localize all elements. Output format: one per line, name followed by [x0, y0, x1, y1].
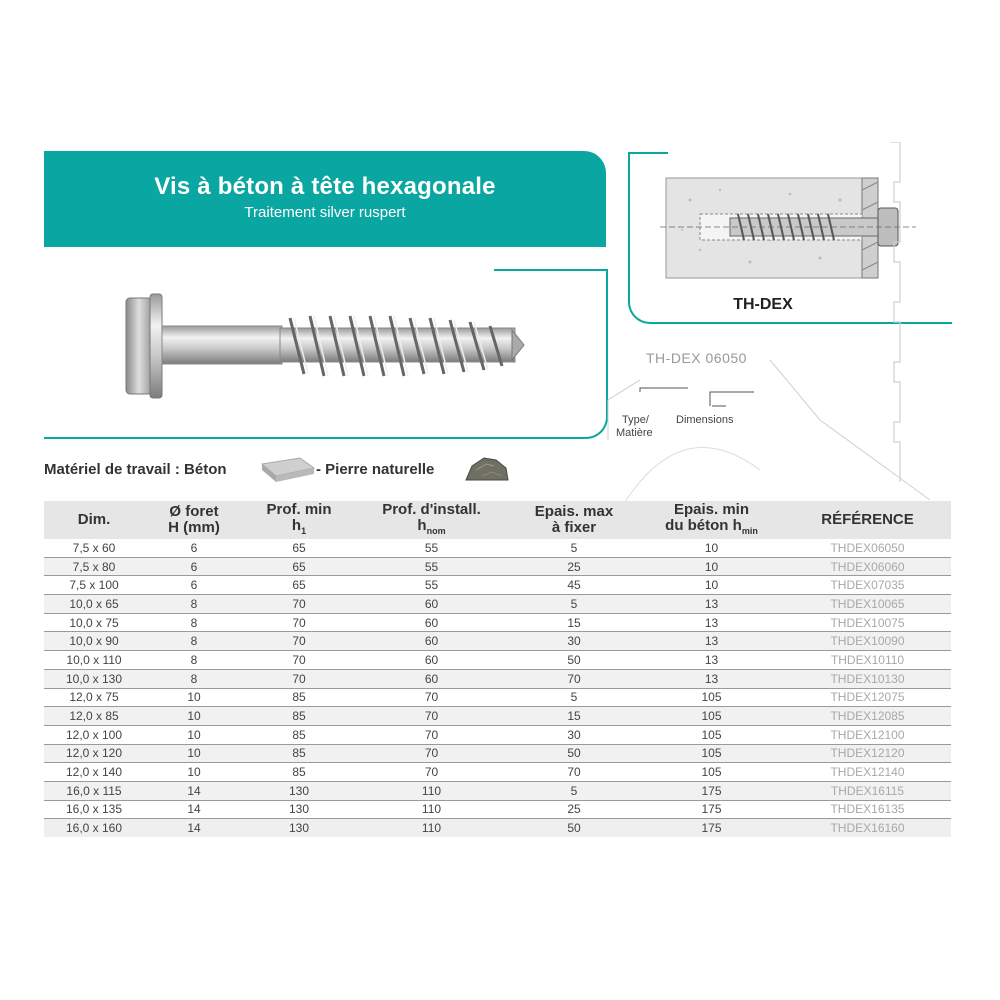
table-row	[44, 651, 951, 670]
cell-prof-install: 55	[354, 576, 509, 595]
cell-epais-max: 30	[509, 632, 639, 651]
cell-ref: THDEX10090	[784, 632, 951, 651]
cell-ref: THDEX10110	[784, 651, 951, 670]
cell-prof-install: 110	[354, 800, 509, 819]
materials-stone-label: - Pierre naturelle	[316, 461, 435, 478]
cell-epais-min: 175	[639, 800, 784, 819]
cell-prof-min: 65	[244, 576, 354, 595]
cell-epais-min: 10	[639, 539, 784, 557]
installation-diagram	[660, 170, 920, 285]
cell-epais-max: 25	[509, 557, 639, 576]
cell-ref: THDEX16115	[784, 781, 951, 800]
cell-foret: 6	[144, 557, 244, 576]
cell-prof-min: 70	[244, 669, 354, 688]
cell-ref: THDEX16135	[784, 800, 951, 819]
cell-foret: 6	[144, 576, 244, 595]
materials-line	[44, 461, 227, 478]
cell-dim: 12,0 x 120	[44, 744, 144, 763]
cell-foret: 8	[144, 613, 244, 632]
cell-foret: 8	[144, 632, 244, 651]
cell-epais-min: 10	[639, 557, 784, 576]
header-foret: Ø foret H (mm)	[144, 501, 244, 539]
cell-epais-min: 13	[639, 613, 784, 632]
cell-ref: THDEX12085	[784, 707, 951, 726]
cell-foret: 10	[144, 707, 244, 726]
type-label-line1: Type/	[622, 414, 649, 426]
table-row	[44, 763, 951, 782]
cell-prof-install: 70	[354, 688, 509, 707]
type-label	[616, 414, 653, 440]
page-title: Vis à béton à tête hexagonale	[154, 173, 496, 200]
cell-prof-min: 70	[244, 613, 354, 632]
diagram-frame-top-line	[628, 152, 668, 154]
cell-prof-install: 60	[354, 651, 509, 670]
specification-table	[44, 501, 951, 837]
table-row	[44, 688, 951, 707]
cell-epais-max: 70	[509, 669, 639, 688]
cell-dim: 7,5 x 100	[44, 576, 144, 595]
dimensions-label: Dimensions	[676, 414, 734, 426]
cell-dim: 12,0 x 75	[44, 688, 144, 707]
cell-ref: THDEX12100	[784, 725, 951, 744]
cell-epais-max: 5	[509, 688, 639, 707]
cell-foret: 14	[144, 781, 244, 800]
cell-ref: THDEX07035	[784, 576, 951, 595]
cell-prof-min: 85	[244, 688, 354, 707]
cell-foret: 10	[144, 688, 244, 707]
cell-epais-max: 50	[509, 819, 639, 837]
cell-foret: 8	[144, 595, 244, 614]
cell-epais-max: 15	[509, 613, 639, 632]
cell-foret: 10	[144, 744, 244, 763]
table-row	[44, 707, 951, 726]
table-row	[44, 595, 951, 614]
cell-dim: 16,0 x 135	[44, 800, 144, 819]
cell-prof-install: 110	[354, 781, 509, 800]
cell-foret: 6	[144, 539, 244, 557]
table-row	[44, 819, 951, 837]
cell-ref: THDEX16160	[784, 819, 951, 837]
header-prof-min: Prof. min $h_1$	[244, 501, 354, 539]
cell-ref: THDEX10075	[784, 613, 951, 632]
cell-dim: 12,0 x 140	[44, 763, 144, 782]
cell-prof-min: 130	[244, 819, 354, 837]
table-row	[44, 781, 951, 800]
cell-epais-min: 105	[639, 688, 784, 707]
cell-prof-min: 70	[244, 595, 354, 614]
cell-dim: 7,5 x 60	[44, 539, 144, 557]
header-prof-install: Prof. d'install. $h_{nom}$	[354, 501, 509, 539]
table-row	[44, 800, 951, 819]
cell-dim: 7,5 x 80	[44, 557, 144, 576]
cell-epais-min: 13	[639, 651, 784, 670]
cell-dim: 12,0 x 85	[44, 707, 144, 726]
cell-dim: 16,0 x 160	[44, 819, 144, 837]
product-frame-top-line	[494, 269, 606, 271]
concrete-block-icon	[258, 454, 316, 484]
cell-epais-min: 13	[639, 595, 784, 614]
diagram-label: TH-DEX	[733, 296, 793, 313]
header-epais-max: Epais. max à fixer	[509, 501, 639, 539]
cell-ref: THDEX12120	[784, 744, 951, 763]
cell-prof-install: 55	[354, 539, 509, 557]
cell-ref: THDEX12140	[784, 763, 951, 782]
header-epais-min: Epais. min du béton $h_{min}$	[639, 501, 784, 539]
cell-epais-min: 10	[639, 576, 784, 595]
cell-dim: 10,0 x 65	[44, 595, 144, 614]
cell-foret: 14	[144, 819, 244, 837]
cell-prof-install: 60	[354, 669, 509, 688]
cell-epais-max: 5	[509, 781, 639, 800]
cell-prof-install: 60	[354, 613, 509, 632]
page-subtitle: Traitement silver ruspert	[244, 204, 406, 221]
cell-prof-min: 70	[244, 632, 354, 651]
cell-epais-min: 105	[639, 763, 784, 782]
cell-foret: 8	[144, 651, 244, 670]
table-row	[44, 725, 951, 744]
cell-prof-min: 65	[244, 539, 354, 557]
cell-epais-max: 50	[509, 651, 639, 670]
cell-dim: 10,0 x 75	[44, 613, 144, 632]
cell-foret: 10	[144, 763, 244, 782]
cell-prof-min: 70	[244, 651, 354, 670]
screw-product-image	[120, 290, 530, 400]
cell-dim: 10,0 x 130	[44, 669, 144, 688]
natural-stone-icon	[462, 452, 512, 486]
cell-epais-max: 50	[509, 744, 639, 763]
cell-epais-min: 13	[639, 669, 784, 688]
cell-dim: 10,0 x 90	[44, 632, 144, 651]
cell-epais-min: 175	[639, 781, 784, 800]
table-row	[44, 744, 951, 763]
cell-epais-min: 105	[639, 707, 784, 726]
table-header-row	[44, 501, 951, 539]
cell-prof-min: 130	[244, 781, 354, 800]
cell-ref: THDEX10065	[784, 595, 951, 614]
cell-prof-install: 60	[354, 595, 509, 614]
cell-foret: 8	[144, 669, 244, 688]
cell-prof-install: 70	[354, 744, 509, 763]
table-row	[44, 632, 951, 651]
header-dim: Dim.	[44, 501, 144, 539]
cell-prof-install: 70	[354, 725, 509, 744]
cell-epais-max: 30	[509, 725, 639, 744]
table-row	[44, 576, 951, 595]
cell-epais-min: 13	[639, 632, 784, 651]
cell-prof-install: 55	[354, 557, 509, 576]
cell-epais-max: 70	[509, 763, 639, 782]
cell-epais-max: 5	[509, 539, 639, 557]
cell-prof-install: 70	[354, 763, 509, 782]
designation-code: TH-DEX 06050	[646, 350, 747, 366]
cell-dim: 10,0 x 110	[44, 651, 144, 670]
type-label-line2: Matière	[616, 427, 653, 439]
materials-label: Matériel de travail : Béton	[44, 461, 227, 478]
cell-dim: 12,0 x 100	[44, 725, 144, 744]
cell-epais-min: 105	[639, 744, 784, 763]
cell-prof-install: 110	[354, 819, 509, 837]
cell-ref: THDEX06050	[784, 539, 951, 557]
cell-foret: 10	[144, 725, 244, 744]
cell-prof-min: 85	[244, 725, 354, 744]
cell-epais-max: 15	[509, 707, 639, 726]
cell-epais-min: 105	[639, 725, 784, 744]
header-reference: RÉFÉRENCE	[784, 501, 951, 539]
cell-ref: THDEX06060	[784, 557, 951, 576]
cell-ref: THDEX10130	[784, 669, 951, 688]
cell-prof-min: 85	[244, 763, 354, 782]
cell-prof-min: 85	[244, 707, 354, 726]
cell-prof-min: 85	[244, 744, 354, 763]
table-row	[44, 669, 951, 688]
cell-epais-min: 175	[639, 819, 784, 837]
cell-epais-max: 45	[509, 576, 639, 595]
cell-foret: 14	[144, 800, 244, 819]
cell-epais-max: 25	[509, 800, 639, 819]
cell-ref: THDEX12075	[784, 688, 951, 707]
title-banner	[44, 151, 606, 247]
cell-epais-max: 5	[509, 595, 639, 614]
cell-prof-min: 65	[244, 557, 354, 576]
cell-prof-min: 130	[244, 800, 354, 819]
table-row	[44, 539, 951, 557]
cell-prof-install: 70	[354, 707, 509, 726]
cell-dim: 16,0 x 115	[44, 781, 144, 800]
cell-prof-install: 60	[354, 632, 509, 651]
table-row	[44, 613, 951, 632]
table-row	[44, 557, 951, 576]
